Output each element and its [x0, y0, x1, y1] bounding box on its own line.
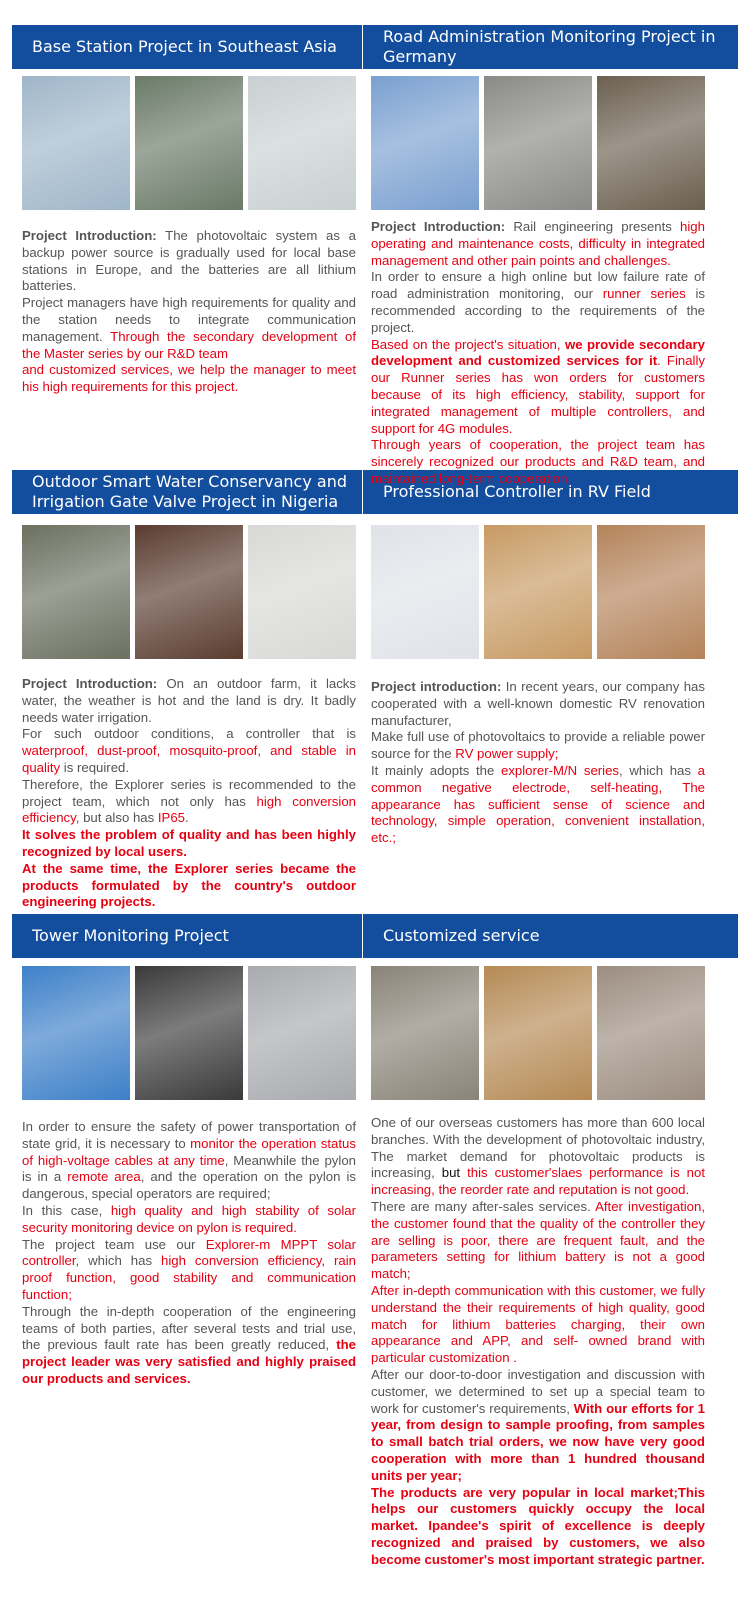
- paragraph: [22, 295, 356, 362]
- project-description: [22, 228, 356, 396]
- body-text: For such outdoor conditions, a controller that is: [22, 726, 356, 742]
- highlight-text: Based on the project's situation,: [371, 336, 565, 352]
- paragraph: [371, 337, 705, 438]
- body-text: , which has: [619, 762, 698, 778]
- photo-strip: [371, 525, 705, 659]
- highlight-text: high conversion efficiency: [22, 793, 356, 826]
- photo-strip: [22, 76, 356, 210]
- highlight-text: The products are very popular in local market;This helps our customers quickly occupy the local market. Ipandee's spirit of excellence is deeply recognized and praised by customers, we also become customer's most important strategic partner.: [371, 1484, 705, 1567]
- controller-display-photo: [248, 525, 356, 659]
- paragraph: [22, 1237, 356, 1304]
- highlight-text: a common negative electrode, self-heating, The appearance has sufficient sense of science and technology, simple operation, convenient installation, etc.;: [371, 762, 705, 846]
- body-text: In this case,: [22, 1202, 111, 1218]
- body-text: Project Introduction:: [371, 219, 506, 234]
- highlight-text: the project leader was very satisfied and highly praised our products and services.: [22, 1337, 356, 1386]
- section-title: Tower Monitoring Project: [32, 926, 229, 945]
- paragraph: [22, 1203, 356, 1237]
- body-text: After our door-to-door investigation and discussion with customer, we determined to set up a special team to work for customer's requirements,: [371, 1366, 705, 1416]
- highlight-text: waterproof, dust-proof, mosquito-proof, and stable in quality: [22, 743, 356, 775]
- highlight-text: explorer-M/N series: [500, 762, 620, 778]
- paragraph: [22, 228, 356, 295]
- highlight-text: monitor the operation status of high-voltage cables at any time: [22, 1135, 356, 1168]
- test-equipment-rack-photo: [484, 76, 592, 210]
- project-description: [371, 679, 705, 847]
- rv-wall-panel-photo: [597, 525, 705, 659]
- highlight-text: RV power supply;: [455, 746, 559, 762]
- paragraph: [22, 362, 356, 396]
- highlight-text: and customized services, we help the manager to meet his high requirements for this project.: [22, 362, 356, 395]
- paragraph: [22, 861, 356, 911]
- paragraph: [371, 763, 705, 847]
- project-description: [371, 219, 705, 488]
- wall-controller-photo: [135, 525, 243, 659]
- body-text: , and the operation on the pylon is dangerous, special operators are required;: [22, 1169, 356, 1202]
- highlight-text: we provide secondary development and customized services for it: [371, 336, 705, 369]
- photo-strip: [22, 966, 356, 1100]
- paragraph: [371, 1115, 705, 1199]
- rv-camper-van-photo: [371, 525, 479, 659]
- section-title: Customized service: [362, 914, 738, 958]
- body-text: It mainly adopts the: [371, 762, 501, 778]
- paragraph: [371, 1283, 705, 1367]
- rv-interior-controller-photo: [484, 525, 592, 659]
- body-text: , Meanwhile the pylon is in a: [22, 1152, 356, 1185]
- paragraph: [22, 676, 356, 726]
- highlight-text: At the same time, the Explorer series became the products formulated by the country's outdoor engineering projects.: [22, 860, 356, 910]
- pylon-device-installation-photo: [135, 966, 243, 1100]
- body-text: Project introduction:: [371, 679, 502, 694]
- body-text: In order to ensure a high online but low failure rate of road administration monitoring, our: [371, 269, 705, 302]
- highlight-text: Through the secondary development of the Master series by our R&D team: [22, 328, 356, 361]
- paragraph: [22, 777, 356, 827]
- highlight-text: high conversion efficiency, rain proof function, good stability and communication function;: [22, 1253, 357, 1302]
- body-text: Rail engineering presents: [505, 219, 681, 234]
- section-header-row-3: [12, 914, 738, 958]
- photo-strip: [371, 76, 705, 210]
- paragraph: [371, 1199, 705, 1283]
- body-text: On an outdoor farm, it lacks water, the weather is hot and the land is dry. It badly needs water irrigation.: [22, 676, 356, 725]
- body-text: Make full use of photovoltaics to provide a reliable power source for the: [371, 729, 705, 762]
- body-text: The photovoltaic system as a backup power source is gradually used for local base stations in Europe, and the batteries are all lithium batteries.: [22, 228, 356, 294]
- project-description: [22, 1119, 356, 1388]
- photo-strip: [22, 525, 356, 659]
- solar-array-field-photo: [371, 76, 479, 210]
- highlight-text: runner series: [602, 286, 686, 302]
- paragraph: [22, 1304, 356, 1388]
- body-text: Therefore, the Explorer series is recommended to the project team, which not only has: [22, 776, 356, 809]
- power-pylon-photo: [22, 966, 130, 1100]
- paragraph: [371, 269, 705, 336]
- body-text: Project Introduction:: [22, 228, 157, 243]
- project-description: [22, 676, 356, 911]
- highlight-text: Through years of cooperation, the project team has sincerely recognized our products and R&D team, and maintained long-term cooperation.: [371, 437, 705, 486]
- highlight-text: It solves the problem of quality and has been highly recognized by local users.: [22, 827, 356, 859]
- body-text: Project managers have high requirements for quality and the station needs to integrate communication management.: [22, 295, 356, 344]
- rooftop-solar-panels-photo: [22, 525, 130, 659]
- body-text: The project team use our: [22, 1236, 206, 1252]
- section-title: Base Station Project in Southeast Asia: [32, 37, 337, 56]
- highlight-text: Explorer-m MPPT solar controller: [22, 1236, 356, 1269]
- body-text: There are many after-sales services.: [371, 1198, 596, 1214]
- base-station-tower-photo: [22, 76, 130, 210]
- body-text: , which has: [75, 1253, 162, 1269]
- section-title: Professional Controller in RV Field: [362, 470, 738, 514]
- highlight-text: After investigation, the customer found that the quality of the controller they are selling is poor, there are frequent fault, and the parameters setting for lithium battery is not a good match;: [371, 1198, 705, 1282]
- body-text: but: [441, 1165, 461, 1181]
- project-description: [371, 1115, 705, 1569]
- paragraph: [22, 827, 356, 861]
- warehouse-photo: [371, 966, 479, 1100]
- highlight-text: this customer'slaes performance is not increasing, the reorder rate and reputation is not good.: [371, 1165, 705, 1198]
- body-text: One of our overseas customers has more than 600 local branches. With the development of photovoltaic industry, The market demand for photovoltaic products is increasing,: [371, 1115, 705, 1181]
- pole-mounted-box-photo: [597, 76, 705, 210]
- body-text: is recommended according to the requirements of the project.: [371, 286, 705, 335]
- paragraph: [371, 729, 705, 763]
- section-title: Road Administration Monitoring Project in Germany: [362, 25, 738, 69]
- pylon-mounted-box-photo: [248, 966, 356, 1100]
- body-text: .: [185, 810, 189, 826]
- body-text: is required.: [60, 759, 130, 775]
- highlight-text: IP65: [157, 810, 186, 826]
- highlight-text: After in-depth communication with this customer, we fully understand the their requirements of high quality, good match for lithium batteries charging, their own appearance and APP, and self- owned brand with particular customization .: [371, 1282, 705, 1366]
- photo-strip: [371, 966, 705, 1100]
- body-text: Through the in-depth cooperation of the engineering teams of both parties, after several tests and trial use, the previous fault rate has been greatly reduced,: [22, 1303, 356, 1353]
- highlight-text: . Finally our Runner series has won orders for customers because of its high efficiency, stability, support for integrated management of multiple controllers, and support for 4G modules.: [371, 353, 706, 436]
- body-text: In order to ensure the safety of power transportation of state grid, it is necessary to: [22, 1119, 356, 1151]
- paragraph: [22, 726, 356, 776]
- controller-cabinet-photo: [135, 76, 243, 210]
- paragraph: [371, 679, 705, 729]
- truck-loading-photo: [597, 966, 705, 1100]
- paragraph: [371, 1367, 705, 1485]
- highlight-text: high quality and high stability of solar security monitoring device on pylon is required.: [22, 1202, 356, 1235]
- paragraph: [371, 219, 705, 269]
- section-header-row-1: [12, 25, 738, 69]
- stacked-cartons-photo: [484, 966, 592, 1100]
- solar-panel-rooftop-photo: [248, 76, 356, 210]
- paragraph: [371, 437, 705, 487]
- highlight-text: high operating and maintenance costs, difficulty in integrated management and other pain points and challenges.: [371, 219, 705, 268]
- paragraph: [22, 1119, 356, 1203]
- highlight-text: With our efforts for 1 year, from design to sample proofing, from samples to small batch trial orders, we now have very good cooperation with more than 1 hundred thousand units per year;: [371, 1400, 705, 1483]
- paragraph: [371, 1485, 705, 1569]
- body-text: Project Introduction:: [22, 676, 158, 691]
- highlight-text: remote area: [67, 1169, 141, 1185]
- section-title: Outdoor Smart Water Conservancy and Irrigation Gate Valve Project in Nigeria: [32, 472, 347, 511]
- body-text: In recent years, our company has cooperated with a well-known domestic RV renovation manufacturer,: [371, 679, 705, 728]
- body-text: , but also has: [75, 810, 158, 826]
